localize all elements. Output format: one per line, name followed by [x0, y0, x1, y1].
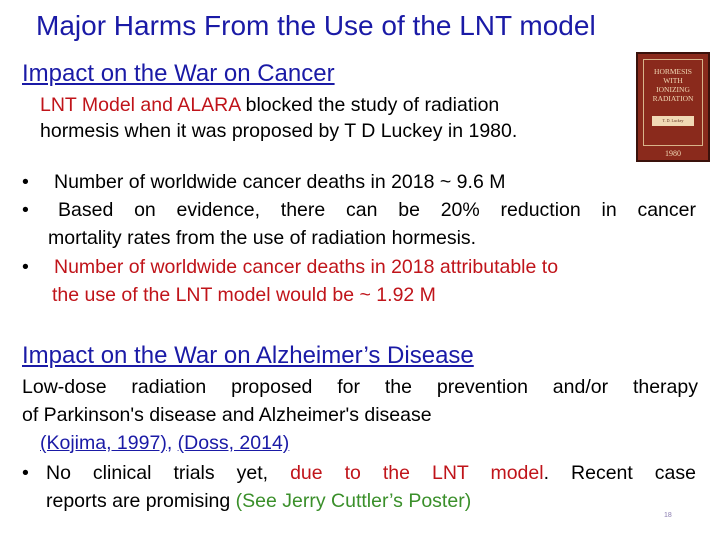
- bullet-marker: •: [22, 171, 29, 193]
- intro-red-text: LNT Model and ALARA: [40, 94, 241, 116]
- bullet-lnt-deaths-line1: Number of worldwide cancer deaths in 2018 attributable to: [54, 256, 559, 278]
- intro-line-1: [40, 94, 499, 117]
- clinical-trials-prefix: No clinical trials yet,: [46, 462, 291, 484]
- book-title-line: IONIZING: [656, 85, 690, 94]
- bullet-clinical-trials-line1: [46, 462, 696, 485]
- citation-separator: ,: [166, 432, 178, 454]
- cuttler-poster-reference: (See Jerry Cuttler’s Poster): [235, 490, 472, 512]
- alz-para-line2: of Parkinson's disease and Alzheimer's disease: [22, 404, 432, 426]
- clinical-trials-red: due to the LNT model: [290, 462, 544, 484]
- bullet-reduction-line1: Based on evidence, there can be 20% reduction in cancer: [58, 199, 696, 221]
- bullet-cancer-deaths: Number of worldwide cancer deaths in 2018 ~ 9.6 M: [54, 171, 506, 193]
- citation-doss-link[interactable]: (Doss, 2014): [177, 432, 290, 454]
- section-heading-alzheimers: Impact on the War on Alzheimer’s Disease: [22, 342, 474, 369]
- book-title-line: RADIATION: [652, 94, 694, 103]
- bullet-marker: •: [22, 462, 29, 484]
- bullet-marker: •: [22, 199, 29, 221]
- case-reports-text: reports are promising: [46, 490, 236, 512]
- book-year: 1980: [665, 149, 681, 158]
- section-heading-cancer: Impact on the War on Cancer: [22, 60, 335, 87]
- clinical-trials-suffix: . Recent case: [543, 462, 696, 484]
- alz-para-line1: Low-dose radiation proposed for the prevention and/or therapy: [22, 376, 698, 398]
- intro-line-2: hormesis when it was proposed by T D Luckey in 1980.: [40, 120, 518, 142]
- citations-line: [40, 432, 289, 455]
- book-author-label: T. D. Luckey: [652, 116, 694, 126]
- page-title: Major Harms From the Use of the LNT model: [36, 10, 596, 41]
- intro-rest-text: blocked the study of radiation: [240, 94, 500, 116]
- book-title-line: HORMESIS: [654, 67, 692, 76]
- bullet-reduction-line2: mortality rates from the use of radiation hormesis.: [48, 227, 477, 249]
- bullet-lnt-deaths-line2: the use of the LNT model would be ~ 1.92 M: [52, 284, 436, 306]
- book-cover-image: [636, 52, 710, 162]
- page-number: 18: [664, 512, 672, 519]
- citation-kojima-link[interactable]: (Kojima, 1997): [40, 432, 167, 454]
- bullet-clinical-trials-line2: [46, 490, 471, 513]
- book-title-line: WITH: [663, 76, 683, 85]
- bullet-marker: •: [22, 256, 29, 278]
